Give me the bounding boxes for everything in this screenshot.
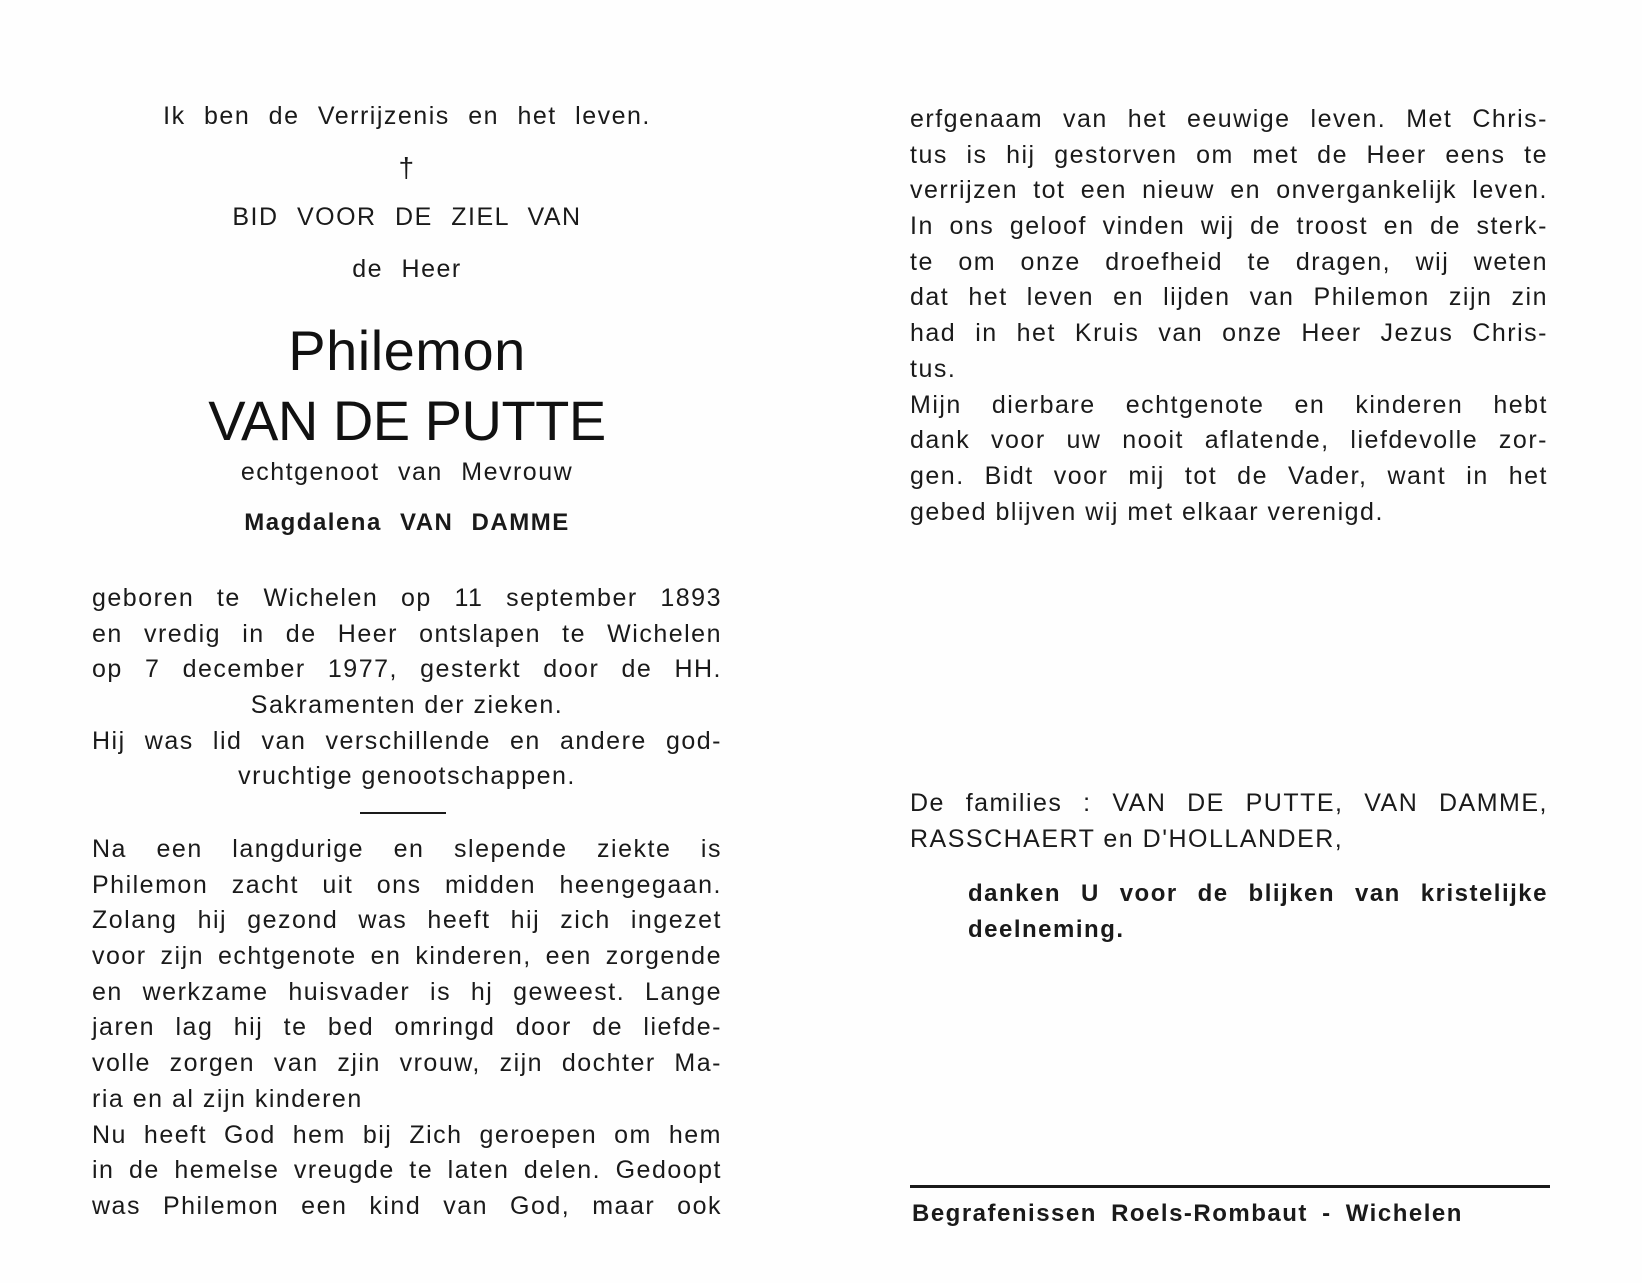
text-line: jaren lag hij te bed omringd door de liefde- xyxy=(92,1013,722,1042)
tribute-text xyxy=(92,832,722,1225)
text-line: gebed blijven wij met elkaar verenigd. xyxy=(910,497,1384,526)
text-line: tus is hij gestorven om met de Heer eens te xyxy=(910,140,1548,169)
prayer-heading: BID VOOR DE ZIEL VAN xyxy=(232,203,582,231)
text-line: en werkzame huisvader is hj geweest. Lange xyxy=(92,977,722,1006)
text-line: was Philemon een kind van God, maar ook xyxy=(92,1191,722,1220)
text-line: gen. Bidt voor mij tot de Vader, want in het xyxy=(910,461,1548,490)
undertaker-text: Begrafenissen Roels-Rombaut - Wichelen xyxy=(912,1200,1463,1227)
text-line: tus. xyxy=(910,354,957,383)
bio-line: Sakramenten der zieken. xyxy=(250,691,564,720)
bio-line: en vredig in de Heer ontslapen te Wichelen xyxy=(92,619,722,648)
text-line: In ons geloof vinden wij de troost en de sterk- xyxy=(910,212,1548,241)
text-line: Na een langdurige en slepende ziekte is xyxy=(92,835,722,863)
families-block xyxy=(910,786,1548,857)
text-line: te om onze droefheid te dragen, wij weten xyxy=(910,247,1548,276)
text-line: verrijzen tot een nieuw en onvergankelijk leven. xyxy=(910,176,1548,205)
thanks-line: danken U voor de blijken van kristelijke xyxy=(968,880,1548,907)
text-line: Zolang hij gezond was heeft hij zich ingezet xyxy=(92,906,722,935)
bio-line: op 7 december 1977, gesterkt door de HH. xyxy=(92,655,722,684)
text-line: voor zijn echtgenote en kinderen, een zorgende xyxy=(92,942,722,971)
text-line: dank voor uw nooit aflatende, liefdevolle zor- xyxy=(910,426,1548,455)
text-line: Mijn dierbare echtgenote en kinderen hebt xyxy=(910,390,1548,419)
bio-line: Hij was lid van verschillende en andere god- xyxy=(92,726,722,755)
spouse-intro: echtgenoot van Mevrouw xyxy=(240,458,574,486)
families-line: De families : VAN DE PUTTE, VAN DAMME, xyxy=(910,789,1548,817)
text-line: in de hemelse vreugde te laten delen. Gedoopt xyxy=(92,1156,722,1185)
families-line: RASSCHAERT en D'HOLLANDER, xyxy=(910,824,1344,853)
spouse-name: Magdalena VAN DAMME xyxy=(244,509,570,536)
text-line: volle zorgen van zjin vrouw, zijn dochter Ma- xyxy=(92,1049,722,1078)
deceased-last-name: VAN DE PUTTE xyxy=(208,389,606,452)
text-line: Philemon zacht uit ons midden heengegaan. xyxy=(92,870,722,899)
text-line: ria en al zijn kinderen xyxy=(92,1084,363,1113)
cross-symbol: † xyxy=(398,152,416,183)
honorific: de Heer xyxy=(352,255,462,283)
continued-text xyxy=(910,102,1548,530)
epigraph: Ik ben de Verrijzenis en het leven. xyxy=(163,102,651,130)
text-line: Nu heeft God hem bij Zich geroepen om hem xyxy=(92,1120,722,1149)
deceased-first-name: Philemon xyxy=(288,319,526,382)
bio-block xyxy=(92,581,722,795)
thanks-block xyxy=(968,876,1548,947)
bio-line: vruchtige genootschappen. xyxy=(238,762,576,791)
separator-line xyxy=(360,812,446,814)
text-line: had in het Kruis van onze Heer Jezus Chris- xyxy=(910,319,1548,348)
text-line: erfgenaam van het eeuwige leven. Met Chris- xyxy=(910,105,1548,133)
undertaker-line xyxy=(912,1196,1484,1232)
text-line: dat het leven en lijden van Philemon zijn zin xyxy=(910,283,1548,312)
footer-rule xyxy=(910,1185,1550,1188)
thanks-line: deelneming. xyxy=(968,915,1125,943)
bio-line: geboren te Wichelen op 11 september 1893 xyxy=(92,584,722,612)
